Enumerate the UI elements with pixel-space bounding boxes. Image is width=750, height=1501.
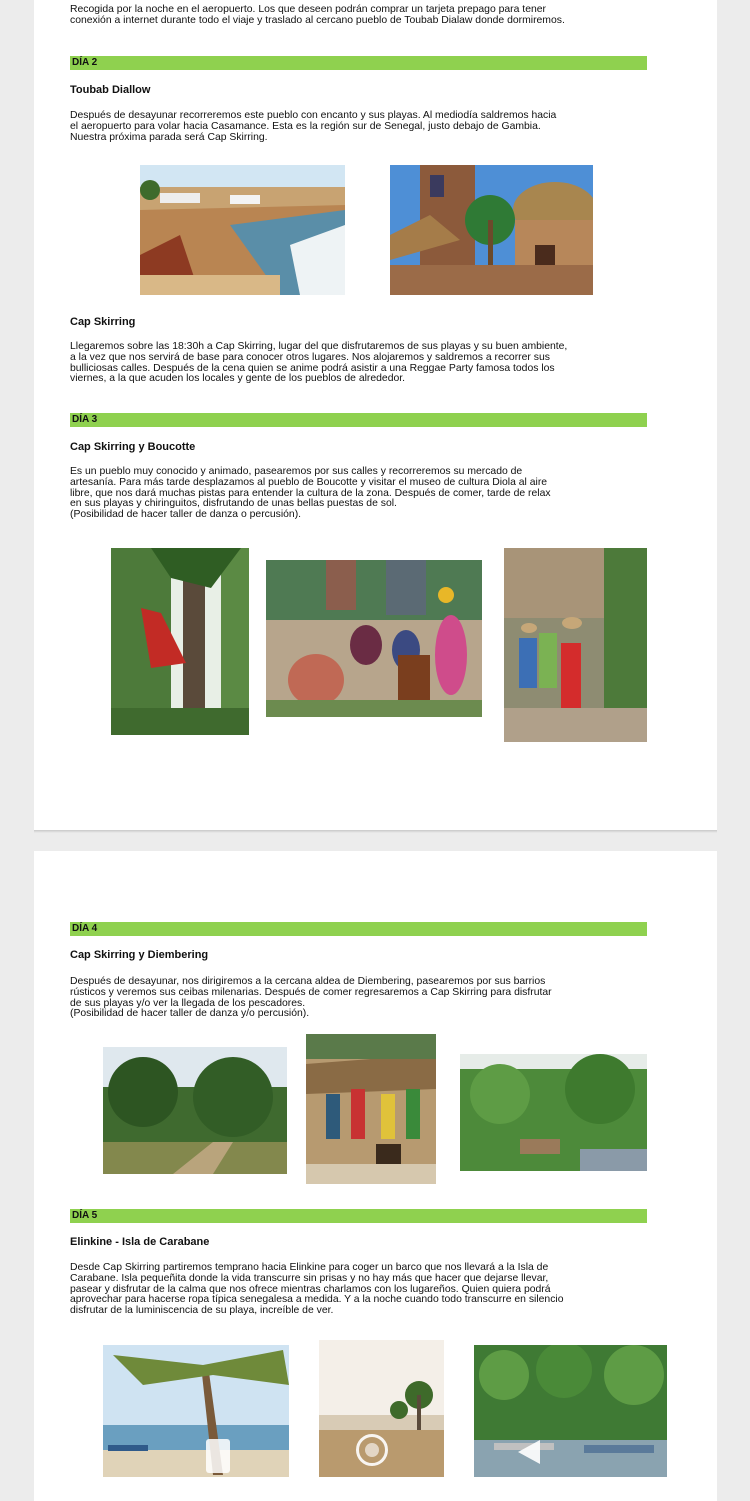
back-icon[interactable] — [516, 1438, 542, 1466]
recents-icon[interactable] — [206, 1439, 230, 1473]
page-gap — [0, 830, 750, 851]
home-icon-inner — [365, 1443, 379, 1457]
palm-beach-photo — [103, 1345, 289, 1477]
day-5-paragraph: Desde Cap Skirring partiremos temprano hacia Elinkine para coger un barco que nos llevará a la Isla de Carabane. Isla pequeñita donde la vida transcurre sin prisas y no hay más que hacer que dejarse llevar, pasear y disfrutar de la calma que nos ofrece mientras charlamos con los lugareños. Quien quiera podrá aprovechar para hacerse ropa típica senegalesa a medida. Y a la noche cuando todo transcurre en silencio disfrutar de la luminiscencia de su playa, increíble de ver. — [70, 1262, 564, 1317]
drum-circle-photo — [266, 560, 482, 717]
village-path-photo — [103, 1047, 287, 1174]
tower-building-photo — [390, 165, 593, 295]
day-2-paragraph: Después de desayunar recorreremos este pueblo con encanto y sus playas. Al mediodía saldremos hacia el aeropuerto para volar hacia Casamance. Esta es la región sur de Senegal, justo debajo de Gambia. Nuestra próxima parada será Cap Skirring. — [70, 110, 557, 143]
palm-boats-photo — [474, 1345, 667, 1477]
home-icon[interactable] — [356, 1434, 388, 1466]
day-3-header: DÍA 3 — [70, 413, 647, 427]
palm-climber-photo — [111, 548, 249, 735]
day-4-paragraph: Después de desayunar, nos dirigiremos a la cercana aldea de Diembering, pasearemos por sus barrios rústicos y veremos sus ceibas milenarias. Después de comer regresaremos a Cap Skirring para disfrutar de sus playas y/o ver la llegada de los pescadores. (Posibilidad de hacer taller de danza y/o percusión). — [70, 976, 552, 1020]
dancers-photo — [306, 1034, 436, 1184]
day-3-paragraph: Es un pueblo muy conocido y animado, pasearemos por sus calles y recorreremos su mercado de artesanía. Para más tarde desplazamos al pueblo de Boucotte y visitar el museo de cultura Diola al aire libre, que nos dará muchas pistas para entender la cultura de la zona. Después de comer, tarde de relax en sus playas y chiringuitos, disfrutando de unas bellas puestas de sol. (Posibilidad de hacer taller de danza o percusión). — [70, 466, 551, 521]
day-4-title: Cap Skirring y Diembering — [70, 949, 209, 961]
cap-skirring-paragraph: Llegaremos sobre las 18:30h a Cap Skirring, lugar del que disfrutaremos de sus playas y su buen ambiente, a la vez que nos servirá de base para conocer otros lugares. Nos alojaremos y saldremos a recorrer sus bulliciosas calles. Después de la cena quien se anime podrá asistir a una Reggae Party famosa todos los viernes, a la que acuden los locales y gente de los pueblos de alrededor. — [70, 341, 568, 385]
day-5-title: Elinkine - Isla de Carabane — [70, 1236, 210, 1248]
jungle-village-photo — [460, 1054, 647, 1171]
day-2-title: Toubab Diallow — [70, 84, 151, 96]
beach-village-photo — [140, 165, 345, 295]
day-5-header: DÍA 5 — [70, 1209, 647, 1223]
day-3-title: Cap Skirring y Boucotte — [70, 441, 196, 453]
day-4-header: DÍA 4 — [70, 922, 647, 936]
day-2-header: DÍA 2 — [70, 56, 647, 70]
intro-paragraph: Recogida por la noche en el aeropuerto. Los que deseen podrán comprar un tarjeta prepago para tener conexión a internet durante todo el viaje y traslado al cercano pueblo de Toubab Dialaw donde dormiremos. — [70, 4, 565, 26]
cap-skirring-subtitle: Cap Skirring — [70, 316, 136, 328]
baobab-women-photo — [504, 548, 647, 742]
